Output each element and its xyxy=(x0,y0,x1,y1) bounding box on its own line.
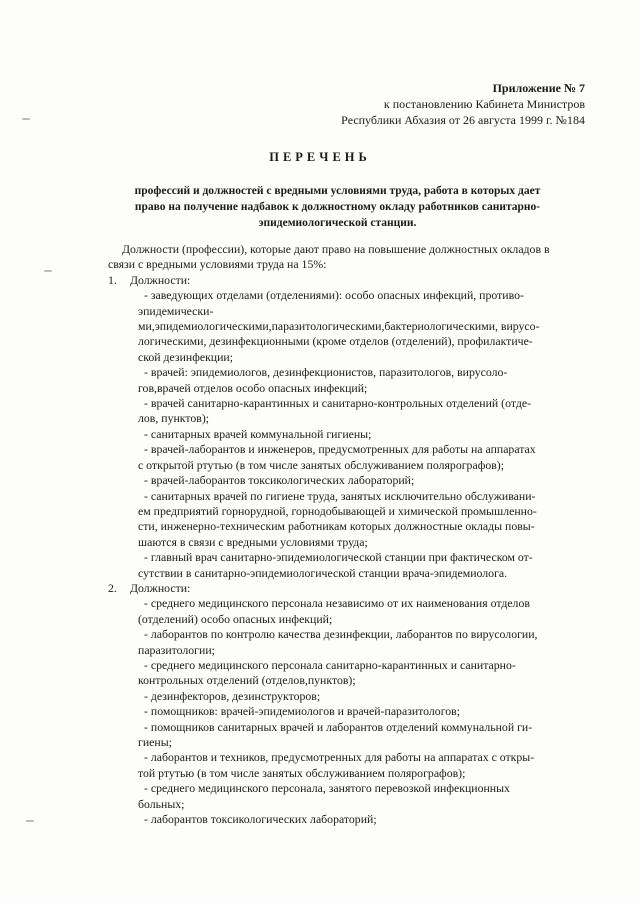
section-text-line: - заведующих отделами (отделениями): особо опасных инфекций, противо- xyxy=(144,288,524,303)
document-subtitle xyxy=(95,183,580,231)
intro-line-1: Должности (профессии), которые дают право на повышение должностных окладов в xyxy=(122,242,550,256)
subtitle-line-2: право на получение надбавок к должностному окладу работников санитарно- xyxy=(134,201,541,213)
annex-title: Приложение № 7 xyxy=(492,81,585,95)
section-text-line: той ртутью (в том числе занятых обслуживанием полярографов); xyxy=(138,765,466,780)
section-label: Должности: xyxy=(130,272,191,287)
document-body xyxy=(108,242,585,827)
section-text-line: лов, пунктов); xyxy=(138,411,210,426)
scan-mark xyxy=(44,270,52,272)
section-text-line: - врачей-лаборантов токсикологических лабораторий; xyxy=(144,473,415,488)
section-text-line: - помощников: врачей-эпидемиологов и врачей-паразитологов; xyxy=(144,704,460,719)
section-text-line: - среднего медицинского персонала, занятого перевозкой инфекционных xyxy=(144,781,510,796)
section-text-line: паразитологии; xyxy=(138,642,215,657)
scan-mark xyxy=(22,118,30,120)
section-text-line: - врачей санитарно-карантинных и санитарно-контрольных отделений (отде- xyxy=(144,396,532,411)
section-heading xyxy=(108,581,585,596)
section-text-line: - среднего медицинского персонала независимо от их наименования отделов xyxy=(144,596,530,611)
section-text-line: логическими, дезинфекционными (кроме отделов (отделений), профилактиче- xyxy=(138,334,533,349)
section-text-line: гов,врачей отделов особо опасных инфекций; xyxy=(138,380,368,395)
subtitle-line-3: эпидемиологической станции. xyxy=(258,217,417,229)
section-text-line: гиены; xyxy=(138,735,172,749)
section-text-line: ской дезинфекции; xyxy=(138,349,234,364)
section-text-line: сти, инженерно-техническим работникам которых должностные оклады повы- xyxy=(138,519,535,534)
section-heading xyxy=(108,273,585,288)
section-text-line: ми,эпидемиологическими,паразитологическими,бактериологическими, вирусо- xyxy=(138,319,540,334)
section-text-line: - главный врач санитарно-эпидемиологической станции при фактическом от- xyxy=(144,550,533,565)
section-text-line: с открытой ртутью (в том числе занятых обслуживанием полярографов); xyxy=(138,457,505,472)
section-text-line: шаются в связи с вредными условиями труда; xyxy=(138,534,368,549)
sections-list xyxy=(108,273,585,828)
section-number: 2. xyxy=(108,580,117,595)
section-text-line: ем предприятий горнорудной, горнодобывающей и химической промышленно- xyxy=(138,503,537,518)
section-text-line: - врачей: эпидемиологов, дезинфекционистов, паразитологов, вирусоло- xyxy=(144,365,508,380)
section-text-line: - санитарных врачей коммунальной гигиены; xyxy=(144,426,372,441)
annex-header xyxy=(341,80,585,128)
section-text-line: больных; xyxy=(138,796,185,811)
section-text-line: контрольных отделений (отделов,пунктов); xyxy=(138,673,356,688)
section-text-line: - лаборантов по контролю качества дезинфекции, лаборантов по вирусологии, xyxy=(144,627,538,642)
section-number: 1. xyxy=(108,272,117,287)
section-text-line: - среднего медицинского персонала санитарно-карантинных и санитарно- xyxy=(144,657,516,672)
intro-line-2: связи с вредными условиями труда на 15%: xyxy=(108,257,327,272)
section-text-line: - дезинфекторов, дезинструкторов; xyxy=(144,688,321,703)
section-text-line: - помощников санитарных врачей и лаборантов отделений коммунальной ги- xyxy=(144,719,533,734)
scan-mark xyxy=(26,820,34,822)
annex-line-2: Республики Абхазия от 26 августа 1999 г. №184 xyxy=(341,113,585,127)
document-title: ПЕРЕЧЕНЬ xyxy=(269,150,371,164)
section-text-line: - врачей-лаборантов и инженеров, предусмотренных для работы на аппаратах xyxy=(144,442,536,457)
section-text-line: эпидемически- xyxy=(138,303,214,318)
section-text-line: - лаборантов и техников, предусмотренных для работы на аппаратах с откры- xyxy=(144,750,535,765)
section-text-line: сутствии в санитарно-эпидемиологической станции врача-эпидемиолога. xyxy=(138,565,508,580)
subtitle-line-1: профессий и должностей с вредными условиями труда, работа в которых дает xyxy=(134,185,541,197)
section-text-line: (отделений) особо опасных инфекций; xyxy=(138,611,333,626)
annex-line-1: к постановлению Кабинета Министров xyxy=(383,97,585,111)
section-text-line: - санитарных врачей по гигиене труда, занятых исключительно обслуживани- xyxy=(144,488,536,503)
section-text-line: - лаборантов токсикологических лабораторий; xyxy=(144,812,377,827)
section-label: Должности: xyxy=(130,580,191,595)
